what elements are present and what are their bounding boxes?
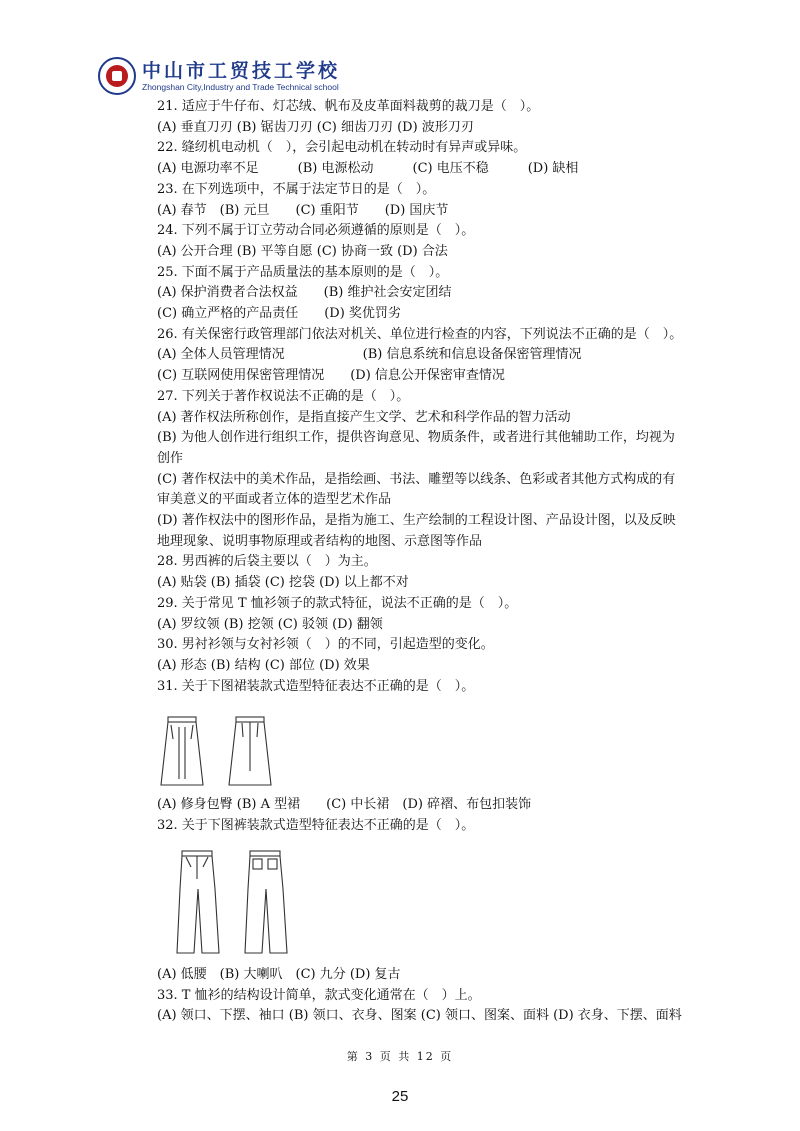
question-31-options-and-32 [157, 795, 737, 836]
text-line: 31. 关于下图裙装款式造型特征表达不正确的是（ ）。 [157, 678, 475, 694]
text-line: (C) 互联网使用保密管理情况 (D) 信息公开保密审查情况 [157, 368, 505, 384]
text-line: 26. 有关保密行政管理部门依法对机关、单位进行检查的内容，下列说法不正确的是（ ）。 [157, 326, 683, 342]
text-line: (A) 修身包臀 (B) A 型裙 (C) 中长裙 (D) 碎褶、布包扣装饰 [157, 797, 532, 813]
text-line: 审美意义的平面或者立体的造型艺术作品 [157, 492, 392, 508]
page-number: 25 [391, 1088, 409, 1105]
pants-back-drawing [243, 849, 289, 957]
text-line: 33. T 恤衫的结构设计简单，款式变化通常在（ ）上。 [157, 987, 481, 1003]
school-name-cn: 中山市工贸技工学校 [142, 59, 341, 82]
text-line: (C) 著作权法中的美术作品，是指绘画、书法、雕塑等以线条、色彩或者其他方式构成的有 [157, 471, 676, 487]
pants-front-drawing [175, 849, 221, 957]
text-line: (A) 垂直刀刃 (B) 锯齿刀刃 (C) 细齿刀刃 (D) 波形刀刃 [157, 119, 474, 135]
text-line: (A) 罗纹领 (B) 挖领 (C) 驳领 (D) 翻领 [157, 616, 383, 632]
text-line: (A) 形态 (B) 结构 (C) 部位 (D) 效果 [157, 657, 370, 673]
text-line: 21. 适应于牛仔布、灯芯绒、帆布及皮革面料裁剪的裁刀是（ ）。 [157, 99, 540, 114]
text-line: 22. 缝纫机电动机（ ），会引起电动机在转动时有异声或异味。 [157, 140, 527, 156]
school-name-en: Zhongshan City,Industry and Trade Technical school [142, 81, 339, 92]
text-line: (A) 贴袋 (B) 插袋 (C) 挖袋 (D) 以上都不对 [157, 575, 409, 591]
text-line: (A) 春节 (B) 元旦 (C) 重阳节 (D) 国庆节 [157, 202, 449, 218]
text-line: (A) 保护消费者合法权益 (B) 维护社会安定团结 [157, 285, 452, 301]
text-line: (A) 全体人员管理情况 (B) 信息系统和信息设备保密管理情况 [157, 347, 582, 363]
text-line: (A) 低腰 (B) 大喇叭 (C) 九分 (D) 复古 [157, 966, 401, 982]
page-info: 第 3 页 共 12 页 [346, 1050, 454, 1063]
text-line: (B) 为他人创作进行组织工作，提供咨询意见、物质条件，或者进行其他辅助工作，均视为 [157, 430, 675, 446]
skirt-figure [157, 703, 737, 787]
text-line: 28. 男西裤的后袋主要以（ ）为主。 [157, 554, 377, 570]
skirt-back-drawing [225, 715, 275, 787]
text-line: 24. 下列不属于订立劳动合同必须遵循的原则是（ ）。 [157, 223, 475, 239]
school-logo [98, 57, 136, 95]
text-line: 29. 关于常见 T 恤衫领子的款式特征，说法不正确的是（ ）。 [157, 595, 518, 611]
text-line: 30. 男衬衫领与女衬衫领（ ）的不同，引起造型的变化。 [157, 637, 494, 653]
text-line: (A) 公开合理 (B) 平等自愿 (C) 协商一致 (D) 合法 [157, 243, 448, 259]
questions-21-31 [157, 97, 737, 697]
text-line: 27. 下列关于著作权说法不正确的是（ ）。 [157, 388, 410, 404]
text-line: 25. 下面不属于产品质量法的基本原则的是（ ）。 [157, 264, 449, 280]
text-line: (D) 著作权法中的图形作品，是指为施工、生产绘制的工程设计图、产品设计图，以及反映 [157, 513, 676, 529]
text-line: 32. 关于下图裤装款式造型特征表达不正确的是（ ）。 [157, 818, 475, 834]
text-line: (A) 电源功率不足 (B) 电源松动 (C) 电压不稳 (D) 缺相 [157, 161, 579, 177]
text-line: (A) 领口、下摆、袖口 (B) 领口、衣身、图案 (C) 领口、图案、面料 (D) 衣身、下摆、面料 [157, 1008, 682, 1024]
text-line: 创作 [157, 450, 184, 466]
text-line: (C) 确立严格的产品责任 (D) 奖优罚劣 [157, 306, 401, 322]
text-line: (A) 著作权法所称创作，是指直接产生文学、艺术和科学作品的智力活动 [157, 409, 571, 425]
question-content [157, 97, 737, 1027]
school-header [98, 56, 340, 96]
text-line: 23. 在下列选项中，不属于法定节日的是（ ）。 [157, 181, 436, 197]
skirt-front-drawing [157, 715, 207, 787]
questions-32-options-and-33 [157, 965, 737, 1027]
text-line: 地理现象、说明事物原理或者结构的地图、示意图等作品 [157, 533, 483, 549]
pants-figure [175, 845, 737, 957]
